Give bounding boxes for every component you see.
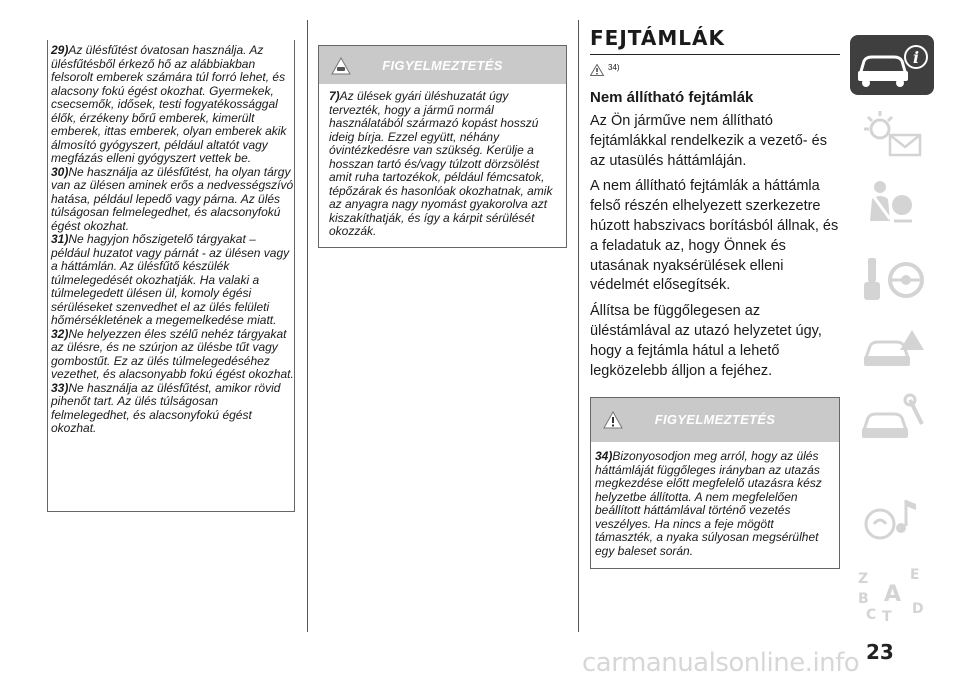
continued-warning-box (47, 40, 295, 512)
car-warning-icon[interactable] (850, 320, 934, 380)
warning-item-33: 33)Ne használja az ülésfűtést, amikor rövid pihenőt tart. Az ülés túlságosan felmelegedhet, és alacsonyfokú égést okozhat. (51, 380, 281, 435)
svg-text:B: B (858, 591, 869, 607)
headrest-section (590, 26, 840, 569)
warning-title: FIGYELMEZTETÉS (382, 58, 503, 73)
warning-header (319, 46, 566, 84)
seatbelt-airbag-icon[interactable] (850, 175, 934, 235)
wrench-car-icon[interactable] (850, 390, 934, 450)
seat-cover-warning (318, 45, 567, 248)
warning-triangle-icon (590, 64, 604, 76)
page-number: 23 (866, 640, 894, 664)
body-paragraph: Állítsa be függőlegesen az üléstámlával az utazó helyzetet úgy, hogy a fejtámla hátul a lehető legközelebb álljon a fejéhez. (590, 303, 822, 379)
svg-text:C: C (866, 607, 877, 623)
section-ref: 34) (590, 61, 840, 75)
svg-text:Z: Z (858, 571, 869, 587)
car-info-icon[interactable] (850, 35, 934, 95)
warning-lights-icon[interactable] (850, 105, 934, 165)
footer-watermark: carmanualsonline.info (582, 648, 860, 678)
column-divider-2 (578, 20, 579, 632)
column-divider-1 (307, 20, 308, 632)
warning-item-32: 32)Ne helyezzen éles szélű nehéz tárgyakat az ülésre, és ne szúrjon az ülésbe tűt vagy gombostűt. Ez az ülés túlmelegedéséhez vezethet, és alacsonyabb fokú égést okozhat. (51, 326, 294, 381)
svg-text:E: E (910, 567, 920, 583)
svg-text:i: i (912, 48, 920, 67)
warning-item-31: 31)Ne hagyjon hőszigetelő tárgyakat – például huzatot vagy párnát - az ülésen vagy a háttámlán. Az ülésfűtő készülék túlmelegedését okozhatják. Ha valaki a túlmelegedett ülésen ül, komoly égési sérüléseket szenvedhet el az ülés felületi hőmérsékletének a megemelkedése miatt. (51, 232, 290, 327)
headrest-warning (590, 397, 840, 569)
warning-title: FIGYELMEZTETÉS (654, 412, 776, 428)
key-steering-icon[interactable] (850, 250, 934, 310)
svg-text:T: T (882, 609, 892, 625)
alphabet-index-icon[interactable] (850, 565, 934, 625)
svg-text:D: D (912, 601, 924, 617)
music-nav-icon[interactable] (850, 490, 934, 550)
section-title: FEJTÁMLÁK (590, 26, 840, 55)
warning-body: 7)Az ülések gyári üléshuzatát úgy tervezték, hogy a jármű normál használatából származó kopást hosszú ideig bírja. Ezzel együtt, néhány óvintézkedésre van szükség. Kerülje a hosszan tartó és/vagy túlzott dörzsölést amit ruha tartozékok, például fémcsatok, tépőzárak és hasonlóak okozhatnak, amik az anyagra nagy nyomást gyakorolva azt kiszakíthatják, és így a kárpit sérülését okozzák. (329, 89, 553, 238)
svg-text:A: A (884, 582, 902, 607)
subheading: Nem állítható fejtámlák (590, 89, 754, 106)
body-paragraph: A nem állítható fejtámlák a háttámla felső részén elhelyezett szerkezetre húzott habszivacs borításból állnak, és a feladatuk az, hogy Önnek és utasának nyaksérülések elleni védelmét elősegítsék. (590, 178, 839, 294)
warning-body: 34)Bizonyosodjon meg arról, hogy az ülés háttámláját függőleges irányban az utazás megkezdése előtt megfelelő utazásra kész helyzetbe állította. A nem megfelelően beállított háttámlával történő vezetés veszélyes. Ha nincs a feje mögött támaszték, a nyaka súlyosan megsérülhet egy baleset során. (595, 449, 822, 558)
warning-item-29: 29)Az ülésfűtést óvatosan használja. Az ülésfűtésből érkező hő az alábbiakban felsorolt emberek számára túl forró lehet, és alacsony fokú égést okozhat. Gyermekek, csecsemők, idősek, testi fogyatékossággal élők, érzékeny bőrű emberek, kimerült emberek, ittas emberek, olyan emberek akik álmosító gyógyszert, például altatót vagy megfázás elleni gyógyszert vettek be. (51, 43, 287, 165)
body-paragraph: Az Ön járműve nem állítható fejtámlákkal rendelkezik a vezető- és az utasülés háttámláján. (590, 113, 827, 169)
warning-item-30: 30)Ne használja az ülésfűtést, ha olyan tárgy van az ülésen aminek erős a nedvességszívó hatása, például lepedő vagy párna. Az ülés túlságosan felmelegedhet, és alacsonyfokú égést okozhat. (51, 164, 294, 233)
warning-header (591, 398, 839, 442)
